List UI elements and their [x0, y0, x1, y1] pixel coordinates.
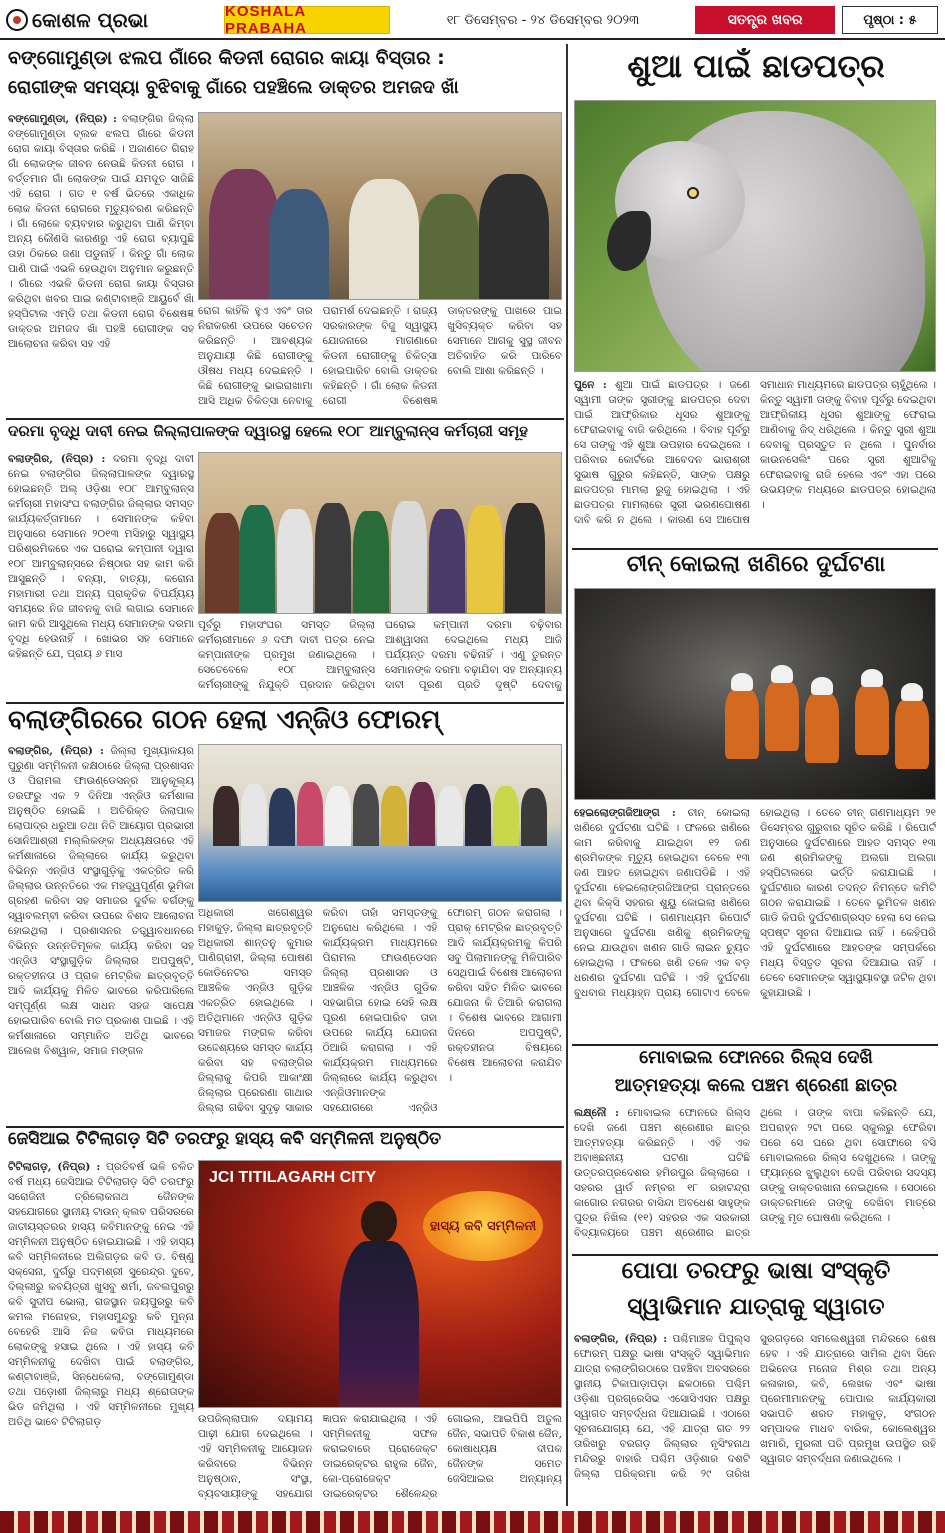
masthead — [0, 0, 945, 40]
ambulance-dateline: ବଲାଙ୍ଗିର, (ନିପ୍ର) : — [8, 453, 106, 465]
parrot-dateline: ପୁନେ : — [574, 379, 607, 391]
performer-figure — [339, 1201, 419, 1408]
jci-text-lead: ପ୍ରତିବର୍ଷ ଭଳି ଚଳିତ ବର୍ଷ ମଧ୍ୟ ଜେସିଆଇ ଟିଟିଲାଗଡ଼ ସିଟି ତରଫରୁ ସରୋଜିନୀ ତ୍ରିଲୋକନାଥ ଜୈନଙ୍କ ସହଯୋଗରେ ସ୍ଥାନୀୟ ଟାଉନ୍ କ୍ଲବ ପରିସରରେ ଜାତୀୟସ୍ତରର ହାସ୍ୟ କବିମାନଙ୍କୁ ନେଇ ଏହି ସମ୍ମିଳନୀ ଅନୁଷ୍ଠିତ ହୋଇଯାଇଛି । ଏହି ହାସ୍ୟ କବି ସମ୍ମିଳନୀରେ ଅଲିଗଡ଼ର କବି ଡ. ବିଷ୍ଣୁ ସକ୍ସେନା, ଦୁର୍ଗରୁ ପଦ୍ମଶ୍ରୀ ସୁରେନ୍ଦ୍ର ଦୁବେ, ଦିଲ୍ଲୀରୁ କବୟିତ୍ରୀ ଖୁସବୁ ଶର୍ମା, ଜବଲପୁରରୁ କବି ସୁଦୀପ ଭୋଲା, ରାଜସ୍ଥାନ ଜୟପୁରରୁ କବି କମଲ ମନୋହର, ମହାସମୁନ୍ଦରୁ କବି ମୁନ୍ନା ବେହେରି ଆସି ନିଜ କବିତା ମାଧ୍ୟମରେ ଲୋକଙ୍କୁ ହସାଇ ଥିଲେ । ଏହି ହାସ୍ୟ କବି ସମ୍ମିଳନୀକୁ ଦେଖିବା ପାଇଁ ବଲାଙ୍ଗିର, କଣ୍ଟାବାଞ୍ଜି, ସିନ୍ଧେକେଲା, ବଙ୍ଗୋମୁଣ୍ଡା ତଥା ପଡ଼ୋଶୀ ଜିଲ୍ଲାରୁ ମଧ୍ୟ ଶ୍ରୋତାଙ୍କ ଭିଡ ଜମିଥିଲା । ଏହି ସମ୍ମିଳନୀରେ ମୁଖ୍ୟ ଅତିଥି ଭାବେ ଟିଟିଲାଗଡ଼ — [8, 1161, 194, 1428]
kidney-headline-line1: ବଙ୍ଗୋମୁଣ୍ଡା ଝଲପ ଗାଁରେ କିଡନୀ ରୋଗର କାୟା ବିସ୍ତାର : — [8, 48, 445, 69]
kidney-village-photo — [198, 112, 562, 300]
mine-story — [574, 806, 936, 1040]
jci-dateline: ଟିଟିଲାଗଡ଼, (ନିପ୍ର) : — [8, 1161, 101, 1173]
ambulance-protest-photo — [198, 452, 562, 614]
logo-text: କୋଶଳ ପ୍ରଭା — [32, 8, 149, 32]
popa-dateline: ବଲାଙ୍ଗିର, (ନିପ୍ର) : — [574, 1333, 668, 1345]
mine-headline: ଚୀନ୍ କୋଇଲା ଖଣିରେ ଦୁର୍ଘଟଣା — [626, 552, 886, 577]
parrot-photo — [574, 100, 936, 372]
parrot-text: ଶୁଆ ପାଇଁ ଛାଡପତ୍ର । ଜଣେ ସ୍ୱାମୀ ତାଙ୍କ ସ୍ତ୍ରୀଙ୍କୁ ଛାଡପତ୍ର ଦେବା ପାଇଁ ଆଫ୍ରିକାର ଧୂସର ଶୁଆଙ୍କୁ ଫେରାଇବାକୁ ବାଜି କରିଥିଲେ । ବିବାହ ପୂର୍ବରୁ ସେ ତାଙ୍କୁ ଏହି ଶୁଆ ଉପହାର ଦେଇଥିଲେ । ପରିବାର କୋର୍ଟରେ ଆବେଦନ ଭାରାଶ୍ରୀ ସୁଭାଷ ଗୁରୁର କହିଛନ୍ତି, ସାଙ୍କ ପକ୍ଷରୁ ଛାଡପତ୍ର ମାମଲା ରୁଜୁ ହୋଇଥିଲା । ଏହି ଛାଡପତ୍ର ମାମଲାରେ ସ୍ତ୍ରୀ ଭରଣପୋଷଣ ଦାବି କରି ନ ଥିଲେ । କାରଣ ସେ ଆପୋଷ ସମାଧାନ ମାଧ୍ୟମରେ ଛାଡପତ୍ର ଚାହୁଁଥିଲେ । କିନ୍ତୁ ସ୍ୱାମୀ ତାଙ୍କୁ ବିବାହ ପୂର୍ବରୁ ଦେଇଥିବା ଆଫ୍ରିକୀୟ ଧୂସର ଶୁଆଙ୍କୁ ଫେରାଇ ଆଣିବାକୁ ଜିଦ୍ ଧରିଥିଲେ । କିନ୍ତୁ ସ୍ତ୍ରୀ ଶୁଆ ଦେବାକୁ ପ୍ରସ୍ତୁତ ନ ଥିଲେ । ପୁନର୍ବାର କାଉନସେଲିଂ ପରେ ସ୍ତ୍ରୀ ଶୁଆଟିକୁ ଫେରାଇବାକୁ ରାଜି ହେଲେ ଏବଂ ଏହା ପରେ ଉଭୟଙ୍କ ମଧ୍ୟରେ ଛାଡପତ୍ର ହୋଇଥିଲା । — [574, 379, 936, 526]
ngo-story-continued: ଅଧିକାରୀ ଖଗେଶ୍ୱର ମହାକୁଡ଼, ଜିଲ୍ଲା ଛାତ୍ରବୃତ୍ତି ଅଧିକାରୀ ଶାନ୍ତନୁ କୁମାର ପାଣିଗ୍ରାହୀ, ଜିଲ୍ଲା ପୋଷଣ କୋଡିନେଟର ସମସ୍ତ ଆଞ୍ଚଳିକ ଏନ୍‌ଜିଓ ଗୁଡ଼ିକ ଏକତ୍ରିତ ହୋଇଥିଲେ । ଅତିଥିମାନେ ଏନ୍‌ଜିଓ ଗୁଡ଼ିକ ସମାଜର ମଙ୍ଗଳ କରିବା ଉଦ୍ଦେଶ୍ୟରେ ସମସ୍ତ କାର୍ଯ୍ୟ କରିବା ସହ ବଲାଙ୍ଗିର ଜିଲ୍ଲାକୁ କିପରି ଆକାଂକ୍ଷୀ ଜିଲ୍ଲାର ପ୍ରେରଣା ଗାଥାର ଜିଲ୍ଲା ଗଢିବା ସୁଦୃଢ଼ ସାକାର କରିବା ତାହାଁ ସମସ୍ତଙ୍କୁ ଅନୁରୋଧ କରିଥିଲେ । ଏହି କାର୍ଯ୍ୟକ୍ରମ ମାଧ୍ୟମରେ ପିରାମଲ ଫାଉଣ୍ଡେସନ ଜିଲ୍ଲା ପ୍ରଶାସନ ଓ ଆଞ୍ଚଳିକ ଏନ୍‌ଜିଓ ଗୁଡିକ ସହଭାଗିତା ହୋଇ ସେହି ଲକ୍ଷ ପୂରଣ ହୋଇପାରିବ ତାହା ଉପରେ କାର୍ଯ୍ୟ ଯୋଜନା ଠିଆରି କରାଗଲା । ଏହି କାର୍ଯ୍ୟକ୍ରମ ମାଧ୍ୟମରେ ଜିଲ୍ଲାରେ କାର୍ଯ୍ୟ କରୁଥିବା ଏନ୍‌ଜିଓମାନଙ୍କ ସହଯୋଗରେ ଏନ୍‌ଜିଓ ଫୋରମ୍ ଗଠନ କରାଗଲା । ପ୍ରାକ୍ ମେଟ୍ରିକ ଛାତ୍ରବୃତ୍ତି ଆଦି କାର୍ଯ୍ୟକ୍ରମକୁ କିପରି ସବୁ ପିଲାମାନଙ୍କୁ ମିଳିପାରିବ ସେଥିପାଇଁ ବିଶେଷ ଆଲୋଚନା କରିବା ସହିତ ମିଳିତ ଭାବରେ ଯୋଜନା କି ତିଆରି କରାଗଲା । ବିଶେଷ ଭାବରେ ଆଗାମୀ ଦିନରେ ଅପପୁଷ୍ଟି, ରକ୍ତହୀନତା ବିଷୟରେ ବିଶେଷ ଆଲୋଚନା କରାଯିବ । — [198, 907, 562, 1114]
kidney-story-continued: ରୋଗ କାହିଁକି ହୁଏ ଏବଂ ତାର ନିରାକରଣ ଉପରେ ସଚେତନ କରିଛନ୍ତି । ଆବଶ୍ୟକ ଅନୁଯାୟୀ କିଛି ରୋଗୀଙ୍କୁ ଔଷଧ ମଧ୍ୟ ଦେଇଛନ୍ତି । କିଛି ରୋଗୀଙ୍କୁ ଭାଇରାଖାମା ଆସି ଅଧିକ ଚିକିତ୍ସା ନେବାକୁ ପରାମର୍ଶ ଦେଇଛନ୍ତି । ରାଜ୍ୟ ସରକାରଙ୍କ ବିଜୁ ସ୍ୱାସ୍ଥ୍ୟ ଯୋଜନାରେ ମାଗଣାରେ କିଡନୀ ରୋଗୀଙ୍କୁ ଚିକିତ୍ସା ହୋଇପାରିବ ବୋଲି ଡାକ୍ତର କହିଛନ୍ତି । ଗାଁ ଲୋକ କିଡନୀ ରୋଗୀ ବିଶେଷଜ୍ଞ ଡାକ୍ତରଙ୍କୁ ପାଖରେ ପାଇ ଖୁସିବ୍ୟକ୍ତ କରିବା ସହ ସେମାନେ ଆଗକୁ ସୁସ୍ଥ ଜୀବନ ଅତିବାହିତ କରି ପାରିବେ ବୋଲି ଆଶା କରିଛନ୍ତି । — [198, 305, 562, 407]
popa-headline-line2: ସ୍ୱାଭିମାନ ଯାତ୍ରାକୁ ସ୍ୱାଗତ — [627, 1294, 885, 1320]
ngo-dateline: ବଲାଙ୍ଗିର, (ନିପ୍ର) : — [8, 745, 104, 757]
jci-story-continued: ଉପଜିଲ୍ଲାପାଳ ଦୟାମୟ ପାଢ଼ୀ ଯୋଗ ଦେଇଥିଲେ । ଏହି ସମ୍ମିଳନୀକୁ ଆୟୋଜନ କରିବାରେ ବିଭିନ୍ନ ଅନୁଷ୍ଠାନ, ସଂସ୍ଥା, ବ୍ୟବସାୟୀଙ୍କୁ ସହଯୋଗ ଜ୍ଞାପନ କରାଯାଇଥିଲା । ଏହି ସମ୍ମିଳନୀକୁ ସଫଳ କରାଇବାରେ ପ୍ରୋଜେକ୍ଟ ଡାଇରେକ୍ଟର ରାହୁଲ ଜୈନ, କୋ-ପ୍ରୋଜେକ୍ଟ ଡାଇରେକ୍ଟର ଶୈଳେନ୍ଦ୍ର ଗୋଇଲ, ଆଇପିପି ଅତୁଲ ଜୈନ, ସଭାପତି ବିକାଶ ଜୈନ, କୋଷାଧ୍ୟକ୍ଷ ଦୀପକ ଜୈନଙ୍କ ସମେତ ଜେସିଆଇର ଅନ୍ୟାନ୍ୟ — [198, 1413, 562, 1500]
jci-story-lead — [8, 1160, 194, 1506]
section-label: ସତନ୍ତ୍ର ଖବର — [695, 6, 835, 34]
ambulance-story-continued: ପୂର୍ବରୁ ମହାସଂଘର ସମସ୍ତ ଜିଲ୍ଲା କର୍ମଚାରୀମାନେ ୬ ଦଫା ଦାବୀ ପତ୍ର ନେଇ କମ୍ପାନୀଙ୍କ ପ୍ରମୁଖ ଜଣାଇଥିଲେ । ସେତେବେଳେ ୧୦୮ ଆମ୍ବୁଲାନ୍ସ କର୍ମଚାରୀଙ୍କୁ ନିଯୁକ୍ତି ପ୍ରଦାନ କରିଥିବା ଘରୋଇ କମ୍ପାନୀ ଦରମା ବଢ଼ିବାର ଆଶ୍ୱାସନା ଦେଇଥିଲେ ମଧ୍ୟ ଆଜି ପର୍ଯ୍ୟନ୍ତ ଦରମା ବଢିନାହିଁ । ଏଣୁ ତୁରନ୍ତ ସେମାନଙ୍କ ଦରମା ବଢ଼ାଯିବା ସହ ଅନ୍ୟାନ୍ୟ ଦାବୀ ପୂରଣ ପ୍ରତି ଦୃଷ୍ଟି ଦେବାକୁ — [198, 619, 562, 691]
popa-headline-line1: ପୋପା ତରଫରୁ ଭାଷା ସଂସ୍କୃତି — [621, 1258, 891, 1284]
story-divider — [572, 548, 938, 550]
student-headline-line2: ଆତ୍ମହତ୍ୟା କଲେ ପଞ୍ଚମ ଶ୍ରେଣୀ ଛାତ୍ର — [614, 1076, 898, 1096]
story-divider — [572, 1044, 938, 1046]
student-headline-line1: ମୋବାଇଲ ଫୋନରେ ରିଲ୍ସ ଦେଖି — [639, 1048, 873, 1068]
story-divider — [6, 418, 564, 420]
ngo-meeting-photo — [198, 744, 562, 902]
column-divider — [566, 44, 568, 1506]
page-number: ପୃଷ୍ଠା : ୫ — [842, 6, 938, 34]
kidney-dateline: ବଙ୍ଗୋମୁଣ୍ଡା, (ନିପ୍ର) : — [8, 113, 117, 125]
mine-photo — [574, 588, 936, 800]
kidney-text-lead: ବଲାଙ୍ଗିର ଜିଲ୍ଲା ବଙ୍ଗୋମୁଣ୍ଡା ବ୍ଲକ ଝଲପ ଗାଁରେ କିଡନୀ ରୋଗ କାୟା ବିସ୍ତାର କରିଛି । ଅଜାଣତେ ଗିରାହ ଗାଁ ଲୋକଙ୍କ ଜୀବନ ନେଉଛି କିଡନୀ ରୋଗ । ବର୍ତ୍ତମାନ ଗାଁ ଲୋକଙ୍କ ପାଇଁ ଯମଦୂତ ସାଜିଛି ଏହି ରୋଗ । ଗତ ୧ ବର୍ଷ ଭିତରେ ଏକାଧିକ ଲୋକ କିଡନୀ ରୋଗରେ ମୃତ୍ୟୁବରଣ କରିଛନ୍ତି । ଗାଁ ଲୋକେ ବ୍ୟବହାର କରୁଥିବା ପାଣି କିମ୍ବା ଅନ୍ୟ କୌଣସି କାରଣରୁ ଏହି ରୋଗ ବ୍ୟାପୁଛି ତାହା ଠିକରେ ଜଣା ପଡୁନାହିଁ । କିନ୍ତୁ ଗାଁ ଲୋକ ପାଣି ପାଇଁ ଏଭଳି ହେଉଥିବା ଅନୁମାନ କରୁଛନ୍ତି । ଗାଁରେ ଏଭଳି କିଡନୀ ରୋଗ କାୟା ବିସ୍ତାର କରିଥିବା ଖବର ପାଇ କଣ୍ଟାବାଞ୍ଜି ଆୟୁର୍ବେ ଖାଁ ହସ୍ପିଟାଲ ଏମ୍‌ଡି ତଥା କିଡନୀ ରୋଗ ବିଶେଷଜ୍ଞ ଡାକ୍ତର ଅମଜଦ ଖାଁ ପହଞ୍ଚି ରୋଗୀଙ୍କ ସହ ଆଲୋଚନା କରିବା ସହ ଏହି — [8, 113, 194, 350]
footer-ornament-band — [0, 1511, 945, 1533]
student-dateline: ଲକ୍ଷ୍ନୌ : — [574, 1107, 620, 1119]
mine-dateline: ହେଇଲୋଙ୍ଗଜିଆଙ୍ଗ : — [574, 807, 676, 819]
parrot-headline: ଶୁଆ ପାଇଁ ଛାଡପତ୍ର — [627, 48, 885, 85]
kidney-headline-line2: ରୋଗୀଙ୍କ ସମସ୍ୟା ବୁଝିବାକୁ ଗାଁରେ ପହଞ୍ଚିଲେ ଡାକ୍ତର ଅମଜଦ ଖାଁ — [8, 78, 459, 98]
student-text: ମୋବାଇଲ ଫୋନରେ ରିଲ୍ସ ଦେଖି ଜଣେ ପଞ୍ଚମ ଶ୍ରେଣୀର ଛାତ୍ର ଆତ୍ମହତ୍ୟା କରିଛନ୍ତି । ଏହି ଏକ ଅବାଞ୍ଛନୀୟ ଘଟଣା ଘଟିଛି ଉତ୍ତରପ୍ରଦେଶର ହମିରପୁର ଜିଲ୍ଲାରେ । ସହରର ୱାର୍ଡ ନମ୍ବର ୧୮ ରହାଟନ୍ଦ୍ରା କାଗୋର ନଗରର ବାସିନ୍ଦା ଅବଧେଶ ସାହୁଙ୍କ ପୁତ୍ର ନିଖିଲ (୧୧) ସହରର ଏକ ସରକାରୀ ବିଦ୍ୟାଳୟରେ ପଞ୍ଚମ ଶ୍ରେଣୀର ଛାତ୍ର ଥିଲେ । ତାଙ୍କ ବାପା କହିଛନ୍ତି ଯେ, ଅପରାହ୍ନ ୨ଟା ପରେ ସ୍କୁଲରୁ ଫେରିବା ପରେ ସେ ଘରେ ଥିବା ସୋଫାରେ ବସି ମୋବାଇଲରେ ରିଲ୍ସ ଦେଖୁଥିଲେ । ତାଙ୍କୁ ଫ୍ୟାନ୍‌ରେ ଝୁଲୁଥିବା ଦେଖି ପରିବାର ସଦସ୍ୟ ତାଙ୍କୁ ଡାକ୍ତରଖାନା ନେଇଥିଲେ । ସେଠାରେ ଡାକ୍ତରମାନେ ତାଙ୍କୁ ଦେଖିବା ମାତ୍ରେ ତାଙ୍କୁ ମୃତ ଘୋଷଣା କରିଥିଲେ । — [574, 1107, 936, 1239]
mine-text: ଚୀନ୍ କୋଇଲା ଖଣିରେ ଦୁର୍ଘଟଣା ଘଟିଛି । ଫଳରେ ଖଣିରେ କାମ କରିବାକୁ ଯାଇଥିବା ୧୨ ଜଣ ଶ୍ରମିକଙ୍କ ମୃତ୍ୟୁ ହୋଇଥିବା ବେଳେ ୧୩ ଜଣ ଆହତ ହୋଇଥିବା ଜଣାପଡିଛି । ଏହି ଦୁର୍ଘଟଣା ହେଇଲୋଙ୍ଗଜିଆଙ୍ଗ ପ୍ରାନ୍ତରେ ଥିବା କିକ୍ସି ସହରର ଶୁୟୁ କୋଇଲା ଖଣିରେ ଦୁର୍ଘଟଣା ଘଟିଛି । ଗଣମାଧ୍ୟମ ରିପୋର୍ଟ ଅନୁସାରେ ଦୁର୍ଘଟଣା ଖଣିକୁ ଶ୍ରମିକଙ୍କୁ ନେଇ ଯାଉଥିବା ଖଣନ ଗାଡି ଲାଇନ ଚ୍ୟୁତ ହୋଇଥିଲା । ଫଳରେ ଖଣି ତଳେ ଏକ ବଡ଼ ଧରଣର ଦୁର୍ଘଟଣା ଘଟିଛି । ଏହି ଦୁର୍ଘଟଣା ବୁଧବାର ମଧ୍ୟାହ୍ନ ପ୍ରାୟ ଗୋଟାଏ ବେଳେ ହୋଇଥିଲା । ତେବେ ଚୀନ୍ ଗଣମାଧ୍ୟମ ୨୧ ଡିସେମ୍ବର ଗୁରୁବାର ସୂଚିତ କରିଛି । ରିପୋର୍ଟ ଅନୁସାରେ ଦୁର୍ଘଟଣାରେ ଆହତ ସମସ୍ତ ୧୩ ଜଣ ଶ୍ରମିକଙ୍କୁ ଅଲଗା ଅଲଗା ହସ୍ପିଟାଲରେ ଭର୍ତ୍ତି କରାଯାଇଛି । ଦୁର୍ଘଟଣାର କାରଣ ତଦନ୍ତ ନିମନ୍ତେ କମିଟି ଗଠନ କରାଯାଇଛି । ତେବେ ଭୂମିତଳ ଖଣନ ଗାଡି କିପରି ଦୁର୍ଘଟଣାଗ୍ରସ୍ତ ହେଲା ସେ ନେଇ ସ୍ପଷ୍ଟ ସୂଚନା ଦିଆଯାଇ ନାହିଁ । କେହିପରି ଏହି ଦୁର୍ଘଟଣାରେ ଆହତଙ୍କ ସମ୍ପର୍କରେ ମଧ୍ୟ ବିସ୍ତୃତ ସୂଚନା ଦିଆଯାଇ ନାହିଁ । ତେବେ ସେମାନଙ୍କ ସ୍ୱାସ୍ଥ୍ୟାବସ୍ଥା ଜଟିଳ ଥିବା କୁହାଯାଉଛି । — [574, 807, 936, 999]
ambulance-story-lead — [8, 452, 194, 698]
jci-banner-text: JCI TITILAGARH CITY — [209, 1169, 377, 1186]
jci-event-photo — [198, 1160, 562, 1408]
issue-date: ୧୮ ଡିସେମ୍ବର - ୨୪ ଡିସେମ୍ବର ୨୦୨୩ — [446, 12, 640, 28]
story-divider — [6, 702, 564, 704]
popa-text: ପଶ୍ଚିମାଞ୍ଚଳ ପିପୁଲ୍ସ ଫୋରମ୍ ପକ୍ଷରୁ ଭାଷା ସଂସ୍କୃତି ସ୍ୱାଭିମାନ ଯାତ୍ରା ବଲାଙ୍ଗିରଠାରେ ପହଞ୍ଚିବା ଅବସରରେ ସ୍ଥାନୀୟ ଟିକାପାଡ଼ାପଡ଼ା ଛକଠାରେ ପଶ୍ଚିମ ଓଡ଼ିଶା ପ୍ରଗ୍ରେସିଭ ଏସୋସିଏସନ ପକ୍ଷରୁ ସ୍ୱାଗତ ସମ୍ବର୍ଦ୍ଧନା ଦିଆଯାଇଛି । ଏଠାରେ ସୂଚନାଯୋଗ୍ୟ ଯେ, ଏହି ଯାତ୍ରା ଗତ ୨୨ ତାରିଖରୁ ବରଗଡ଼ ଜିଲ୍ଲାର ନୃସିଂହନାଥ ମନ୍ଦିରରୁ ବାହାରି ପଶ୍ଚିମ ଓଡ଼ିଶାର ଦଶଟି ଜିଲ୍ଲା ପରିକ୍ରମା କରି ୨୯ ତାରିଖ ସୁରଗଡ଼ରେ ସମଲେଶ୍ୱରୀ ମନ୍ଦିରରେ ଶେଷ ହେବ । ଏହି ଯାତ୍ରାରେ ସାମିଲ ଥିବା ସିନେ ଅଭିନେତା ମନୋଜ ମିଶ୍ର ତଥା ଅନ୍ୟ କଳାକାର, କବି, ଲେଖକ ଏବଂ ଭାଷା ପ୍ରେମୀମାନଙ୍କୁ ପୋପାର କାର୍ଯ୍ୟକାରୀ ସଭାପତି ଶରତ ମହାକୁଡ଼, ସଂଗଠନ ସମ୍ପାଦକ ମାଧବ ବାରିକ, କୋଲେଶ୍ୱର ଖମାରି, ମୁରଲୀ ପତି ପ୍ରମୁଖ ଉପସ୍ଥିତ ରହି ସ୍ୱାଗତ ସମ୍ବର୍ଦ୍ଧନା ଜଣାଇଥିଲେ । — [574, 1333, 936, 1480]
jci-banner-badge: ହାସ୍ୟ କବି ସମ୍ମିଳନୀ — [423, 1191, 543, 1261]
ambulance-headline: ଦରମା ବୃଦ୍ଧି ଦାବୀ ନେଇ ଜିଲ୍ଲାପାଳଙ୍କ ଦ୍ୱାରସ୍ଥ ହେଲେ ୧୦୮ ଆମ୍ବୁଲାନ୍ସ କର୍ମଚାରୀ ସମୂହ — [8, 423, 528, 440]
ngo-headline: ବଲାଙ୍ଗିରରେ ଗଠନ ହେଲା ଏନ୍‌ଜିଓ ଫୋରମ୍ — [8, 706, 441, 735]
newspaper-logo — [6, 5, 218, 35]
story-divider — [572, 1254, 938, 1256]
popa-story — [574, 1332, 936, 1506]
student-story — [574, 1106, 936, 1250]
ngo-story-lead — [8, 744, 194, 1122]
ambulance-text-lead: ଦରମା ବୃଦ୍ଧି ଦାବୀ ନେଇ ବଲାଙ୍ଗିର ଜିଲ୍ଲାପାଳଙ୍କ ଦ୍ୱାରସ୍ଥ ହୋଇଛନ୍ତି ଅଲ୍ ଓଡ଼ିଶା ୧୦୮ ଆମ୍ବୁଲାନ୍ସ କର୍ମଚାରୀ ମହାସଂଘ ବଲାଙ୍ଗିର ଜିଲ୍ଲାର ସମସ୍ତ କାର୍ଯ୍ୟକର୍ତ୍ତାମାନେ । ସେମାନଙ୍କ କହିବା ଅନୁସାରେ ସେମାନେ ୨୦୧୩ ମସିହାରୁ ସ୍ୱାସ୍ଥ୍ୟ ପରିଶ୍ରମିକରେ ଏକ ଘରୋଇ କମ୍ପାନୀ ଦ୍ୱାରା ୧୦୮ ଆମ୍ବୁଲାନ୍ସରେ ନିଷ୍ଠାର ସହ କାମ କରି ଆସୁଛନ୍ତି । ବନ୍ୟା, ବାତ୍ୟା, କରୋନା ମହାମାରୀ ତଥା ଅନ୍ୟ ପ୍ରାକୃତିକ ବିପର୍ଯ୍ୟୟ ସମୟରେ ନିଜ ଜୀବନକୁ ବାଜି ଲଗାଇ ସେମାନେ କାମ କରି ଆସୁଥିଲେ ମଧ୍ୟ ସେମାନଙ୍କ ଦରମା ବୃଦ୍ଧି ହେଉନାହିଁ । ଖୋଭର ସହ ସେମାନେ କହିଛନ୍ତି ଯେ, ପ୍ରାୟ ୬ ମାସ — [8, 453, 194, 660]
story-divider — [6, 1126, 564, 1128]
brand-banner: KOSHALA PRABAHA — [224, 6, 390, 34]
kidney-story-lead — [8, 112, 194, 414]
parrot-story — [574, 378, 936, 544]
jci-headline: ଜେସିଆଇ ଟିଟିଲାଗଡ଼ ସିଟି ତରଫରୁ ହାସ୍ୟ କବି ସମ୍ମିଳନୀ ଅନୁଷ୍ଠିତ — [8, 1130, 442, 1149]
logo-emblem-icon — [6, 9, 28, 31]
ngo-text-lead: ଜିଲ୍ଲା ମୁଖ୍ୟାଳୟର ପୁରୁଣା ସମ୍ମିଳନୀ କକ୍ଷଠାରେ ଜିଲ୍ଲା ପ୍ରଶାସନ ଓ ପିରାମଲ ଫାଉଣ୍ଡେସନ୍‌ର ଆନୁକୂଲ୍ୟ ତରଫରୁ ଏକ ୨ ଦିନିଆ ଏନ୍‌ଜିଓ କର୍ମଶାଳା ଅନୁଷ୍ଠିତ ହୋଇଛି । ଅତିରିକ୍ତ ଜିଲାପାଳ ଲୋପାଦ୍ର ଧରୁଆ ତଥା ନିତି ଆୟୋଗ ପ୍ରଭାରୀ ସୋନିଆଶ୍ରୀ ମଲ୍ଲିକଙ୍କ ଅଧ୍ୟକ୍ଷତାରେ ଏହି କର୍ମଶାଳାରେ ଜିଲ୍ଲାରେ କାର୍ଯ୍ୟ କରୁଥିବା ବିଭିନ୍ନ ଏନ୍‌ଜିଓ ସଂସ୍ଥାଗୁଡ଼ିକୁ ଏକତ୍ରିତ କରି ଜିଲ୍ଲାର ଉନ୍ନତିରେ ଏକ ମହତ୍ତ୍ୱପୂର୍ଣ୍ଣ ଭୂମିକା ଗ୍ରହଣ କରିବା ସହ ସମାଜର ଦୁର୍ବଳ ବର୍ଗଙ୍କୁ ସ୍ୱାବଲମ୍ବୀ କରିବା ଉପରେ ବିଶଦ ଆଲୋଚନା ହୋଇଥିଲା । ପ୍ରଶାସନର ତତ୍ତ୍ୱାବଧାନରେ ବିଭିନ୍ନ ଉନ୍ନତିମୂଳକ କାର୍ଯ୍ୟ କରିବା ସହ ଏନ୍‌ଜିଓ ସଂସ୍ଥାଗୁଡ଼ିକ ଜିଲ୍ଲାର ଅପପୁଷ୍ଟି, ରକ୍ତହୀନତା ଓ ପ୍ରାକ ମେଟ୍ରିକ ଛାତ୍ରବୃତ୍ତି ଆଦି କାର୍ଯ୍ୟକୁ ମିଳିତ ଭାବରେ କରିପାରିଲେ ସମ୍ପୂର୍ଣ୍ଣ ଲକ୍ଷ ସାଧନ ସହଜ ସାପେକ୍ଷ ହୋଇପାରିବ ବୋଲି ମତ ପ୍ରକାଶ ପାଇଛି । ଏହି କର୍ମଶାଳାରେ ସମ୍ମାନିତ ଅତିଥି ଭାବରେ ଆଲେଖ ବିଶ୍ୱାଳ, ସମାଜ ମଙ୍ଗଳ — [8, 745, 194, 1057]
